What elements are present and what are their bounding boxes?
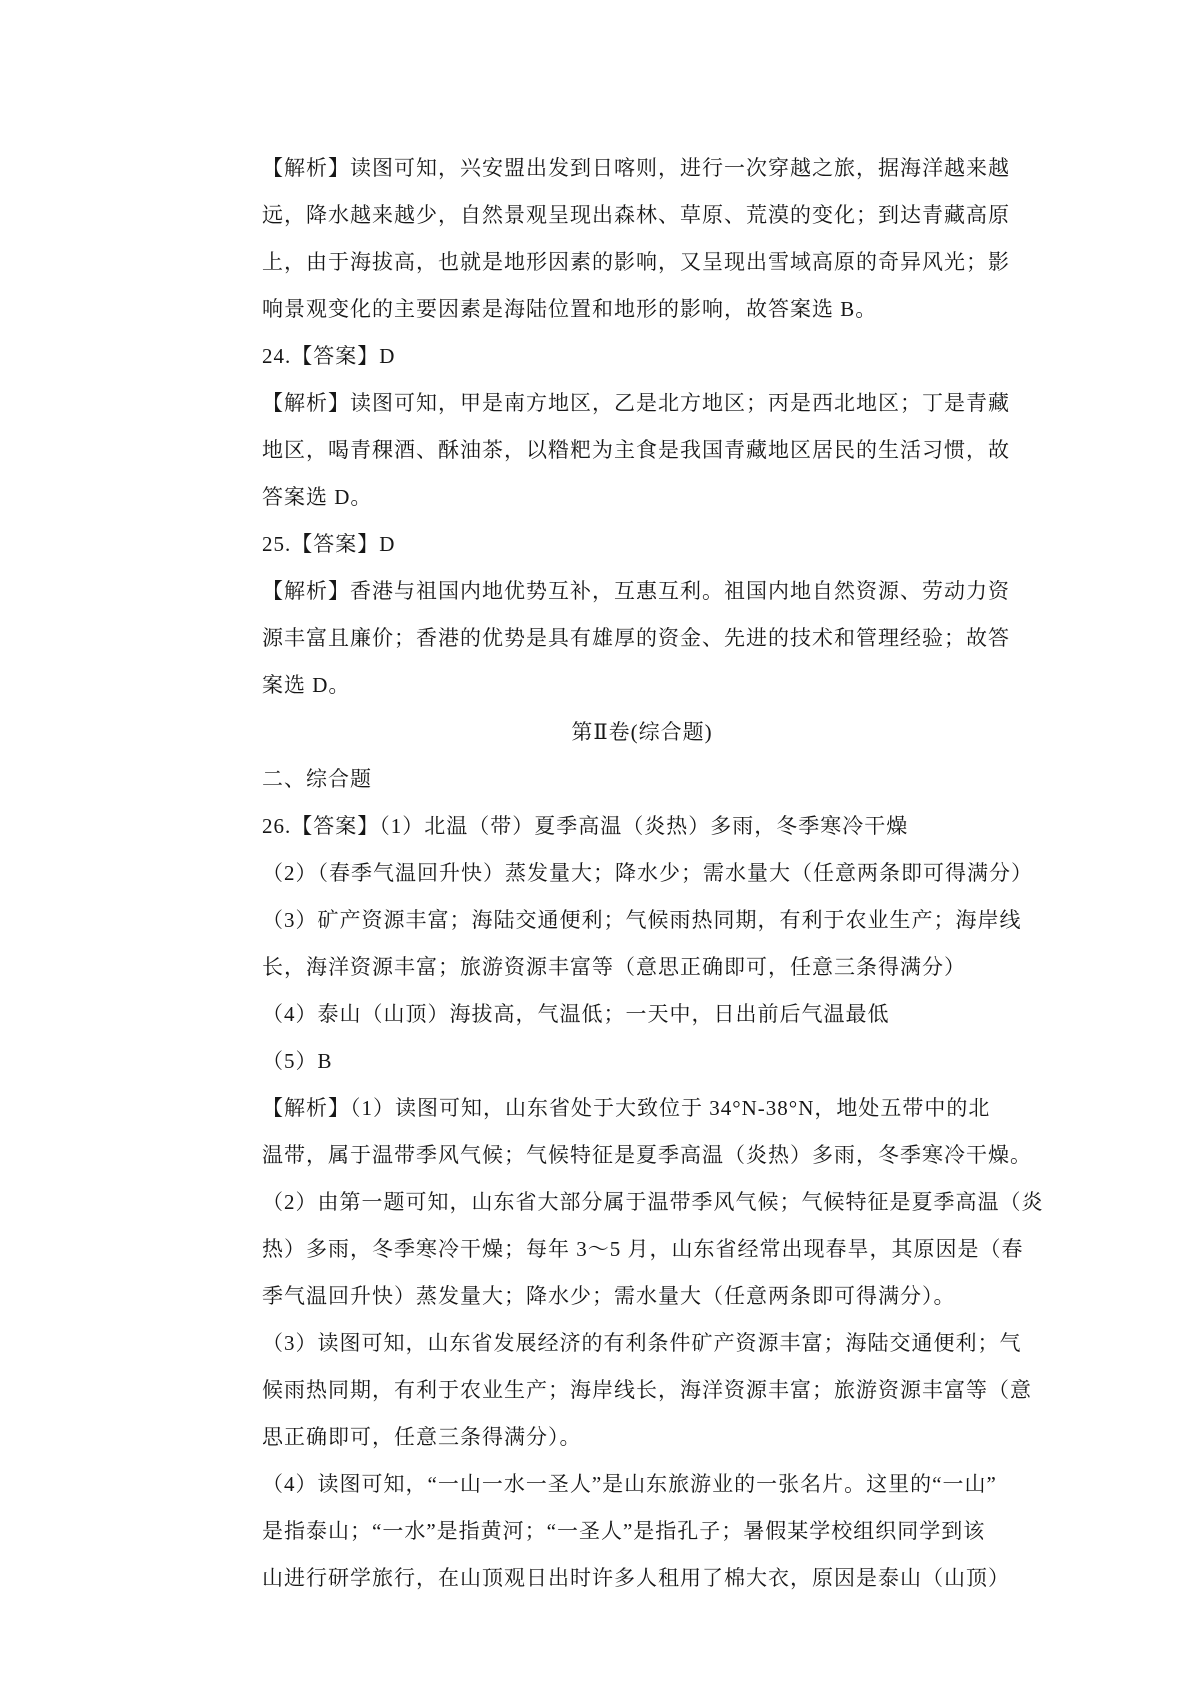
explanation-line-2: 远，降水越来越少，自然景观呈现出森林、草原、荒漠的变化；到达青藏高原 (262, 203, 1010, 227)
explanation-line-3: 上，由于海拔高，也就是地形因素的影响，又呈现出雪域高原的奇异风光；影 (262, 250, 1010, 274)
section-2-heading: 二、综合题 (262, 767, 372, 791)
document-content (262, 145, 1044, 1602)
q26-answer-line-4: 长，海洋资源丰富；旅游资源丰富等（意思正确即可，任意三条得满分） (262, 955, 966, 979)
explanation-line-4: 响景观变化的主要因素是海陆位置和地形的影响，故答案选 B。 (262, 297, 878, 321)
q26-explanation-line-1: 【解析】（1）读图可知，山东省处于大致位于 34°N-38°N，地处五带中的北 (262, 1096, 991, 1120)
explanation-line-1: 【解析】读图可知，兴安盟出发到日喀则，进行一次穿越之旅，据海洋越来越 (262, 156, 1010, 180)
q25-explanation-line-1: 【解析】香港与祖国内地优势互补，互惠互利。祖国内地自然资源、劳动力资 (262, 579, 1010, 603)
q24-answer: 24.【答案】D (262, 344, 396, 368)
q26-explanation-line-10: 是指泰山；“一水”是指黄河；“一圣人”是指孔子；暑假某学校组织同学到该 (262, 1519, 986, 1543)
q25-explanation-line-2: 源丰富且廉价；香港的优势是具有雄厚的资金、先进的技术和管理经验；故答 (262, 626, 1010, 650)
q26-explanation-line-4: 热）多雨，冬季寒冷干燥；每年 3～5 月，山东省经常出现春旱，其原因是（春 (262, 1237, 1024, 1261)
q24-explanation-line-1: 【解析】读图可知，甲是南方地区，乙是北方地区；丙是西北地区；丁是青藏 (262, 391, 1010, 415)
q26-answer-line-3: （3）矿产资源丰富；海陆交通便利；气候雨热同期，有利于农业生产；海岸线 (262, 908, 1022, 932)
section-ii-title: 第Ⅱ卷(综合题) (571, 720, 713, 744)
q26-answer-line-1: 26.【答案】（1）北温（带）夏季高温（炎热）多雨，冬季寒冷干燥 (262, 814, 909, 838)
q26-answer-line-5: （4）泰山（山顶）海拔高，气温低；一天中，日出前后气温最低 (262, 1002, 890, 1026)
q26-explanation-line-6: （3）读图可知，山东省发展经济的有利条件矿产资源丰富；海陆交通便利；气 (262, 1331, 1022, 1355)
q26-answer-line-2: （2）（春季气温回升快）蒸发量大；降水少；需水量大（任意两条即可得满分） (262, 861, 1033, 885)
q26-explanation-line-2: 温带，属于温带季风气候；气候特征是夏季高温（炎热）多雨，冬季寒冷干燥。 (262, 1143, 1032, 1167)
q25-answer: 25.【答案】D (262, 532, 396, 556)
q24-explanation-line-3: 答案选 D。 (262, 485, 373, 509)
q26-explanation-line-3: （2）由第一题可知，山东省大部分属于温带季风气候；气候特征是夏季高温（炎 (262, 1190, 1044, 1214)
q25-explanation-line-3: 案选 D。 (262, 673, 351, 697)
q26-explanation-line-7: 候雨热同期，有利于农业生产；海岸线长，海洋资源丰富；旅游资源丰富等（意 (262, 1378, 1032, 1402)
q24-explanation-line-2: 地区，喝青稞酒、酥油茶，以糌粑为主食是我国青藏地区居民的生活习惯，故 (262, 438, 1010, 462)
q26-answer-line-6: （5）B (262, 1049, 333, 1073)
q26-explanation-line-11: 山进行研学旅行，在山顶观日出时许多人租用了棉大衣，原因是泰山（山顶） (262, 1566, 1010, 1590)
q26-explanation-line-9: （4）读图可知，“一山一水一圣人”是山东旅游业的一张名片。这里的“一山” (262, 1472, 997, 1496)
q26-explanation-line-5: 季气温回升快）蒸发量大；降水少；需水量大（任意两条即可得满分）。 (262, 1284, 956, 1308)
q26-explanation-line-8: 思正确即可，任意三条得满分）。 (262, 1425, 582, 1449)
